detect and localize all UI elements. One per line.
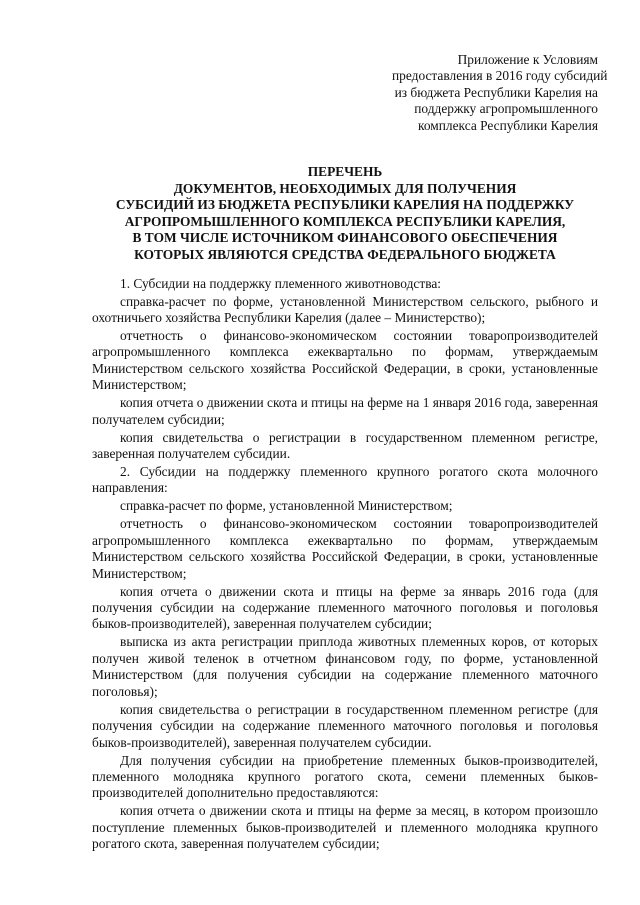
title-line: АГРОПРОМЫШЛЕННОГО КОМПЛЕКСА РЕСПУБЛИКИ КАРЕЛИЯ, <box>124 213 566 229</box>
appendix-line: предоставления в 2016 году субсидий <box>392 68 608 84</box>
appendix-line: комплекса Республики Карелия <box>418 117 598 133</box>
list-item: копия отчета о движении скота и птицы на ферме за январь 2016 года (для получения субсидии на содержание племенного маточного поголовья и поголовья быков-производителей), заверенная получателем субсидии; <box>92 583 598 632</box>
list-item: справка-расчет по форме, установленной Министерством сельского, рыбного и охотничьего хозяйства Республики Карелия (далее – Министерство); <box>92 293 598 325</box>
title-line: В ТОМ ЧИСЛЕ ИСТОЧНИКОМ ФИНАНСОВОГО ОБЕСПЕЧЕНИЯ <box>132 230 558 246</box>
list-item: копия отчета о движении скота и птицы на ферме за месяц, в котором произошло поступление племенных быков-производителей и племенного молодняка крупного рогатого скота, заверенная получателем субсидии; <box>92 803 598 852</box>
list-item: справка-расчет по форме, установленной Министерством; <box>120 498 453 514</box>
title-line: КОТОРЫХ ЯВЛЯЮТСЯ СРЕДСТВА ФЕДЕРАЛЬНОГО БЮДЖЕТА <box>134 247 556 262</box>
list-item: выписка из акта регистрации приплода животных племенных коров, от которых получен живой теленок в отчетном финансовом году, по форме, установленной Министерством (для получения субсидии на содержание племенного маточного поголовья); <box>92 634 598 699</box>
list-item: отчетность о финансово-экономическом состоянии товаропроизводителей агропромышленного комплекса ежеквартально по формам, утверждаемым Министерством сельского хозяйства Российской Федерации, в сроки, установленные Министерством; <box>92 328 598 393</box>
document-title <box>92 164 598 264</box>
appendix-line: из бюджета Республики Карелия на <box>394 84 598 100</box>
appendix-line: поддержку агропромышленного <box>414 101 598 117</box>
appendix-note <box>392 52 608 134</box>
appendix-line: Приложение к Условиям <box>457 52 598 67</box>
title-line: ПЕРЕЧЕНЬ <box>307 164 383 180</box>
paragraph: Для получения субсидии на приобретение племенных быков-производителей, племенного молодняка крупного рогатого скота, семени племенных быков-производителей дополнительно предоставляются: <box>92 752 598 801</box>
list-item: копия свидетельства о регистрации в государственном племенном регистре, заверенная получателем субсидии. <box>92 429 598 462</box>
document-body <box>92 276 598 853</box>
list-item: копия свидетельства о регистрации в государственном племенном регистре (для получения субсидии на содержание племенного маточного поголовья и поголовья быков-производителей), заверенная получателем субсидии. <box>92 701 598 750</box>
section-heading: 2. Субсидии на поддержку племенного крупного рогатого скота молочного направления: <box>92 464 598 496</box>
list-item: копия отчета о движении скота и птицы на ферме на 1 января 2016 года, заверенная получателем субсидии; <box>92 395 598 427</box>
list-item: отчетность о финансово-экономическом состоянии товаропроизводителей агропромышленного комплекса ежеквартально по формам, утверждаемым Министерством сельского хозяйства Российской Федерации, в сроки, установленные Министерством; <box>92 516 598 581</box>
section-heading: 1. Субсидии на поддержку племенного животноводства: <box>120 275 442 291</box>
title-line: СУБСИДИЙ ИЗ БЮДЖЕТА РЕСПУБЛИКИ КАРЕЛИЯ НА ПОДДЕРЖКУ <box>115 197 575 213</box>
title-line: ДОКУМЕНТОВ, НЕОБХОДИМЫХ ДЛЯ ПОЛУЧЕНИЯ <box>173 180 517 196</box>
